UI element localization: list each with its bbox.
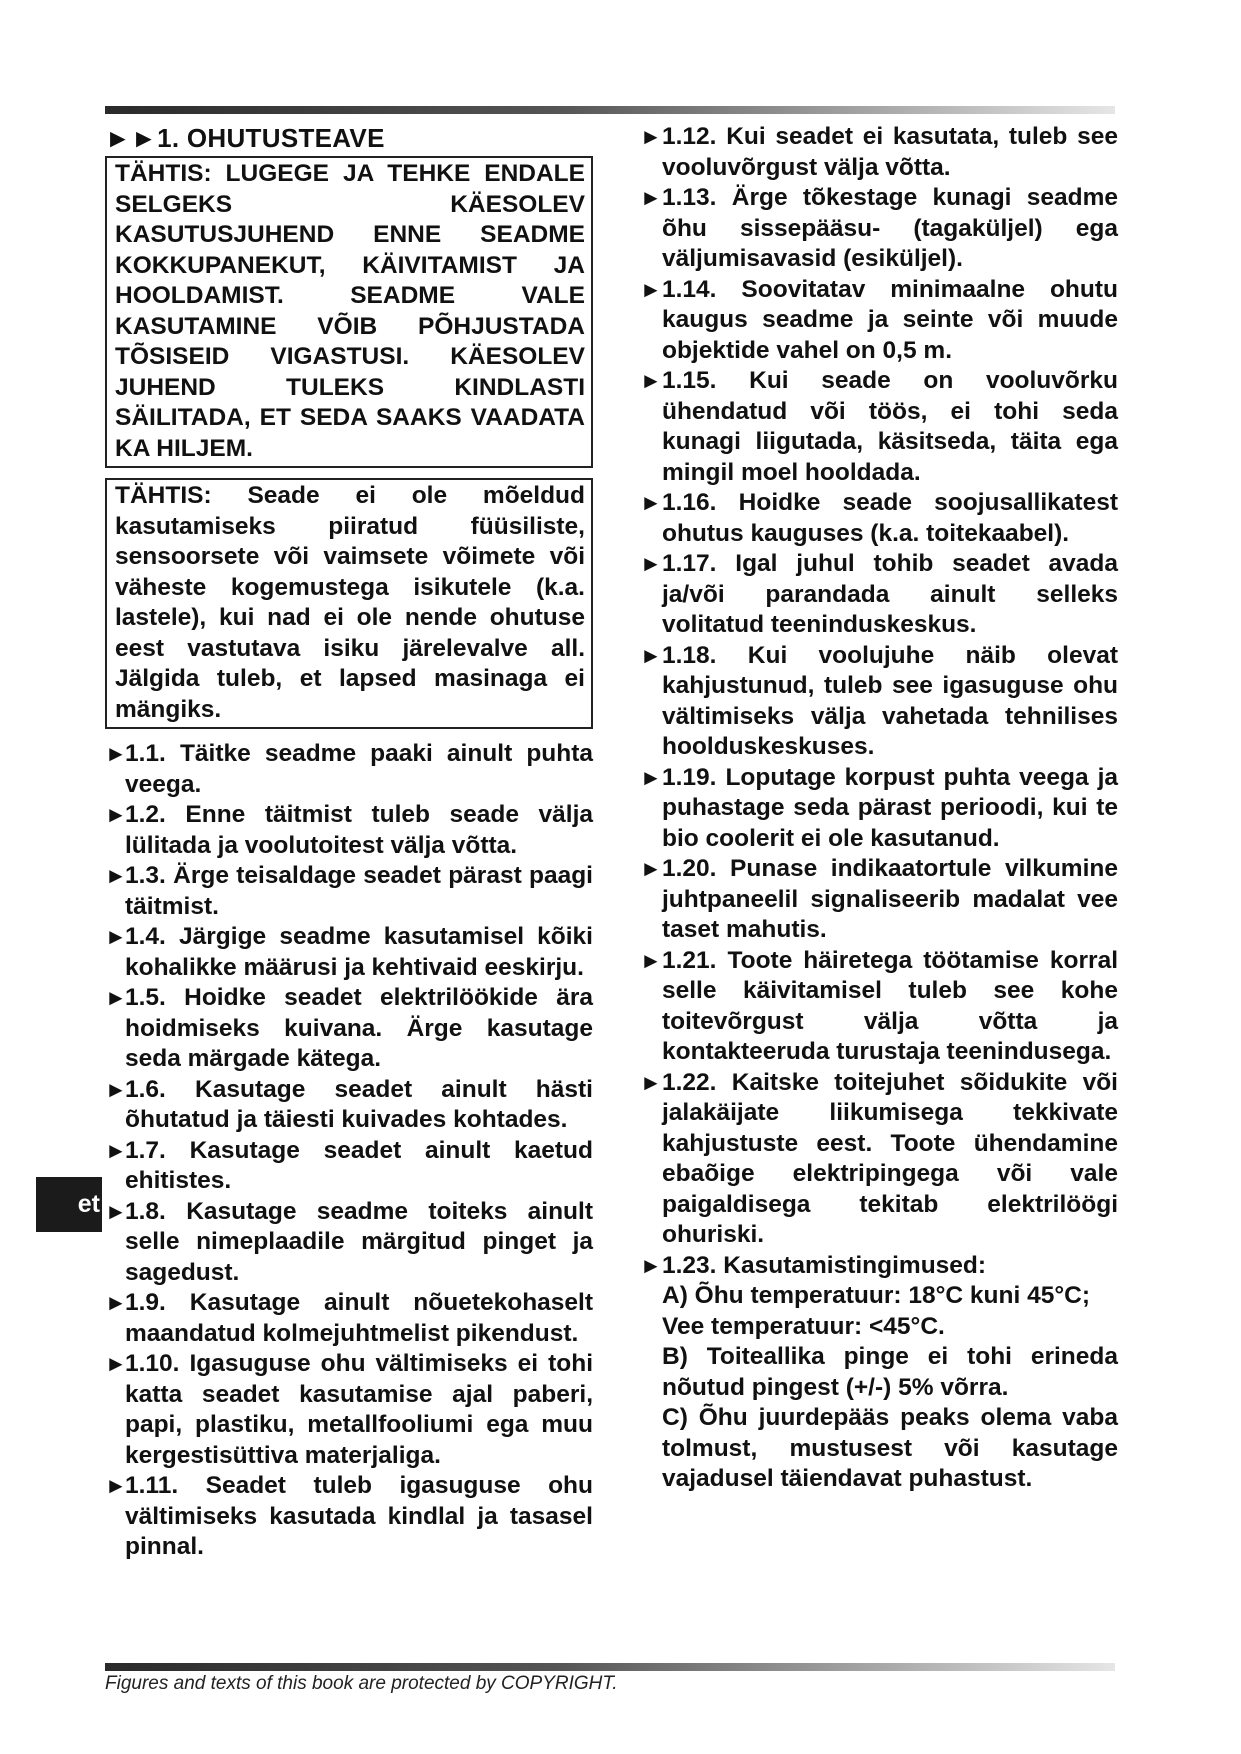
arrow-bullet-icon: ► [640,1069,662,1095]
list-item: ► 1.14. Soovitatav minimaalne ohutu kaugus seadme ja seinte või muude objektide vahel on 0,5 m. [640,275,1118,364]
list-item: ► 1.3. Ärge teisaldage seadet pärast paagi täitmist. [105,862,593,920]
list-item: ► 1.22. Kaitske toitejuhet sõidukite või jalakäijate liikumisega tekkivate kahjustuste eest. Toote ühendamine ebaõige elektripingega või vale paigaldisega tekitab elektrilöögi ohuriski. [640,1068,1118,1248]
list-item: ► 1.7. Kasutage seadet ainult kaetud ehitistes. [105,1136,593,1194]
arrow-bullet-icon: ► [105,741,127,766]
right-column [640,122,1118,1495]
warning-box-children [105,478,593,729]
arrow-bullet-icon: ► [105,1290,127,1315]
heading-arrows: ►► [105,123,158,153]
list-item: ► 1.5. Hoidke seadet elektrilöökide ära hoidmiseks kuivana. Ärge kasutage seda märgade kätega. [105,984,593,1072]
list-item: ► 1.23. Kasutamistingimused: [640,1251,1118,1282]
list-item: ► 1.19. Loputage korpust puhta veega ja puhastage seda pärast perioodi, kui te bio coolerit ei ole kasutanud. [640,763,1118,852]
section-heading [105,122,593,154]
arrow-bullet-icon: ► [640,856,662,881]
condition-c: C) Õhu juurdepääs peaks olema vaba tolmust, mustusest või kasutage vajadusel täiendavat puhastust. [662,1404,1118,1492]
list-item: ► 1.9. Kasutage ainult nõuetekohaselt maandatud kolmejuhtmelist pikendust. [105,1289,593,1347]
warning-box-uppercase [105,156,593,468]
list-item: ► 1.15. Kui seade on vooluvõrku ühendatud või töös, ei tohi seda kunagi liigutada, käsitseda, täita ega mingil moel hooldada. [640,367,1118,486]
list-item: ► 1.13. Ärge tõkestage kunagi seadme õhu sissepääsu- (tagaküljel) ega väljumisavasid (esiküljel). [640,184,1118,272]
warning-text-2: TÄHTIS: Seade ei ole mõeldud kasutamiseks piiratud füüsiliste, sensoorsete või vaimsete võimete või väheste kogemustega isikutele (k.a. lastele), kui nad ei ole nende ohutuse eest vastutava isiku järelevalve all. Jälgida tuleb, et lapsed masinaga ei mängiks. [115,482,585,723]
arrow-bullet-icon: ► [640,947,662,973]
arrow-bullet-icon: ► [105,924,127,949]
list-item: ► 1.11. Seadet tuleb igasuguse ohu vältimiseks kasutada kindlal ja tasasel pinnal. [105,1472,593,1560]
arrow-bullet-icon: ► [105,863,127,888]
top-rule [105,106,1115,114]
arrow-bullet-icon: ► [640,551,662,576]
list-item: ► 1.20. Punase indikaatortule vilkumine juhtpaneelil signaliseerib madalat vee taset mahutis. [640,855,1118,943]
arrow-bullet-icon: ► [105,1351,127,1376]
list-item: ► 1.4. Järgige seadme kasutamisel kõiki kohalikke määrusi ja kehtivaid eeskirju. [105,923,593,981]
list-item: ► 1.18. Kui voolujuhe näib olevat kahjustunud, tuleb see igasuguse ohu vältimiseks välja vahetada tehnilises hoolduskeskuses. [640,641,1118,760]
bottom-rule [105,1663,1115,1671]
arrow-bullet-icon: ► [640,185,662,210]
language-tab-label: et [77,1190,100,1218]
condition-b: B) Toiteallika pinge ei tohi erineda nõutud pingest (+/-) 5% võrra. [662,1343,1118,1401]
condition-a-water: Vee temperatuur: <45°C. [662,1312,945,1340]
copyright-footer: Figures and texts of this book are protected by COPYRIGHT. [105,1673,618,1694]
list-item: ► 1.6. Kasutage seadet ainult hästi õhutatud ja täiesti kuivades kohtades. [105,1075,593,1133]
condition-a-air: A) Õhu temperatuur: 18°C kuni 45°C; [662,1282,1090,1309]
arrow-bullet-icon: ► [640,124,662,149]
heading-title: 1. OHUTUSTEAVE [157,123,385,153]
arrow-bullet-icon: ► [105,1198,127,1224]
warning-text-1: TÄHTIS: LUGEGE JA TEHKE ENDALE SELGEKS KÄESOLEV KASUTUSJUHEND ENNE SEADME KOKKUPANEKUT, KÄIVITAMIST JA HOOLDAMIST. SEADME VALE KASUTAMINE VÕIB PÕHJUSTADA TÕSISEID VIGASTUSI. KÄESOLEV JUHEND TULEKS KINDLASTI SÄILITADA, ET SEDA SAAKS VAADATA KA HILJEM. [115,160,585,462]
list-item: ► 1.2. Enne täitmist tuleb seade välja lülitada ja voolutoitest välja võtta. [105,801,593,859]
list-item: ► 1.8. Kasutage seadme toiteks ainult selle nimeplaadile märgitud pinget ja sagedust. [105,1197,593,1286]
arrow-bullet-icon: ► [105,1137,127,1163]
arrow-bullet-icon: ► [105,1473,127,1498]
left-column [105,122,593,1563]
language-tab [36,1177,102,1232]
list-item: ► 1.16. Hoidke seade soojusallikatest ohutus kauguses (k.a. toitekaabel). [640,489,1118,547]
list-item: ► 1.10. Igasuguse ohu vältimiseks ei tohi katta seadet kasutamise ajal paberi, papi, plastiku, metallfooliumi ega muu kergestisüttiva materjaliga. [105,1350,593,1469]
arrow-bullet-icon: ► [640,368,662,393]
arrow-bullet-icon: ► [640,764,662,790]
arrow-bullet-icon: ► [105,802,127,827]
list-item: ► 1.12. Kui seadet ei kasutata, tuleb see vooluvõrgust välja võtta. [640,123,1118,181]
arrow-bullet-icon: ► [640,276,662,302]
arrow-bullet-icon: ► [105,985,127,1010]
arrow-bullet-icon: ► [640,642,662,668]
list-item: ► 1.1. Täitke seadme paaki ainult puhta veega. [105,740,593,798]
list-item: ► 1.21. Toote häiretega töötamise korral selle käivitamisel tuleb see kohe toitevõrgust välja võtta ja kontakteeruda turustaja teenindusega. [640,946,1118,1065]
list-item: ► 1.17. Igal juhul tohib seadet avada ja/või parandada ainult selleks volitatud teeninduskeskus. [640,550,1118,638]
arrow-bullet-icon: ► [640,1252,662,1278]
arrow-bullet-icon: ► [640,490,662,515]
arrow-bullet-icon: ► [105,1076,127,1102]
